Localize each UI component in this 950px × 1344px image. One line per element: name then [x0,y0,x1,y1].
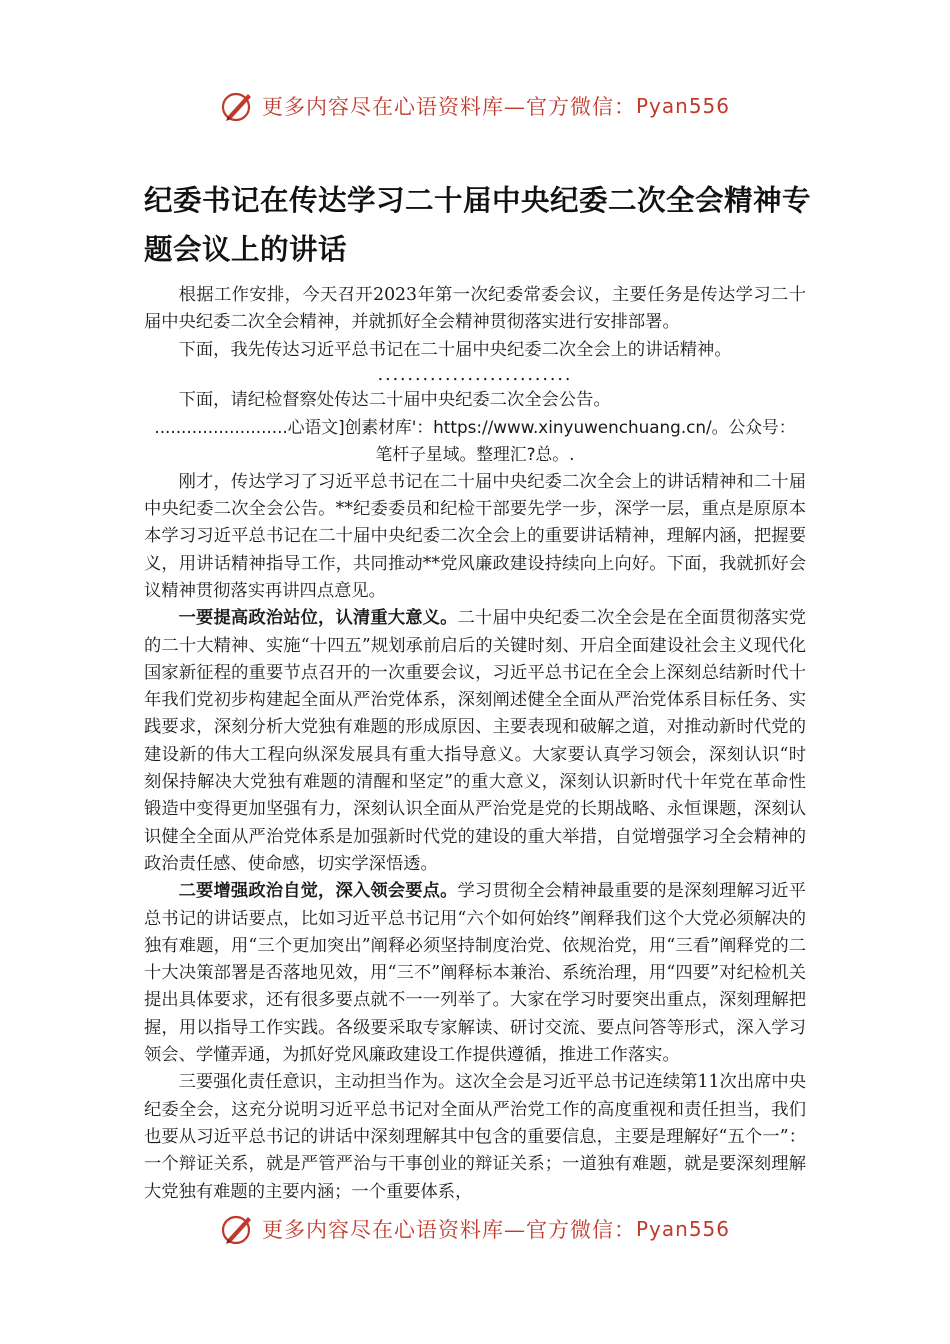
banner-wechat-id: Pyan556 [635,94,730,118]
paragraph: 刚才，传达学习了习近平总书记在二十届中央纪委二次全会上的讲话精神和二十届中央纪委二次全会公告。**纪委委员和纪检干部要先学一步，深学一层，重点是原原本本学习习近平总书记在二十届中央纪委二次全会上的重要讲话精神，理解内涵，把握要义，用讲话精神指导工作，共同推动**党风廉政建设持续向上向好。下面，我就抓好会议精神贯彻落实再讲四点意见。 [144,471,806,601]
paragraph: 下面，我先传达习近平总书记在二十届中央纪委二次全会上的讲话精神。 [178,339,732,360]
point-heading: 一要提高政治站位，认清重大意义。 [178,608,458,629]
point-text: 二十届中央纪委二次全会是在全面贯彻落实党的二十大精神、实施“十四五”规划承前启后的关键时刻、开启全面建设社会主义现代化国家新征程的重要节点召开的一次重要会议，习近平总书记在全会上深刻总结新时代十年我们党初步构建起全面从严治党体系，深刻阐述健全全面从严治党体系目标任务、实践要求，深刻分析大党独有难题的形成原因、主要表现和破解之道，对推动新时代党的建设新的伟大工程向纵深发展具有重大指导意义。大家要认真学习领会，深刻认识“时刻保持解决大党独有难题的清醒和坚定”的重大意义，深刻认识新时代十年党在革命性锻造中变得更加坚强有力，深刻认识全面从严治党是党的长期战略、永恒课题，深刻认识健全全面从严治党体系是加强新时代党的建设的重大举措，自觉增强学习全会精神的政治责任感、使命感，切实学深悟透。 [144,608,806,874]
header-banner [0,86,950,126]
banner-wechat-id: Pyan556 [635,1217,730,1241]
document-body [144,282,806,1206]
pen-logo-icon [220,1211,256,1247]
ellipsis-line: .......................... [377,364,573,385]
banner-text: 更多内容尽在心语资料库—官方微信： [261,1218,636,1242]
footer-banner [0,1209,950,1249]
paragraph: 下面，请纪检督察处传达二十届中央纪委二次全会公告。 [178,389,611,410]
paragraph [144,878,806,1069]
paragraph: 三要强化责任意识，主动担当作为。这次全会是习近平总书记连续第11次出席中央纪委全会，这充分说明习近平总书记对全面从严治党工作的高度重视和责任担当，我们也要从习近平总书记的讲话中深刻理解其中包含的重要信息，主要是理解好“五个一”：一个辩证关系，就是严管严治与干事创业的辩证关系；一道独有难题，就是要深刻理解大党独有难题的主要内涵；一个重要体系， [144,1072,806,1202]
paragraph [144,605,806,878]
document-title: 纪委书记在传达学习二十届中央纪委二次全会精神专题会议上的讲话 [144,184,812,266]
source-note: .........................心语文]创素材库'：https://www.xinyuwenchuang.cn/。公众号：笔杆子星域。整理汇?总。. [154,417,796,465]
point-text: 学习贯彻全会精神最重要的是深刻理解习近平总书记的讲话要点，比如习近平总书记用“六个如何始终”阐释我们这个大党必须解决的独有难题，用“三个更加突出”阐释必须坚持制度治党、依规治党，用“三看”阐释党的二十大决策部署是否落地见效，用“三不”阐释标本兼治、系统治理，用“四要”对纪检机关提出具体要求，还有很多要点就不一一列举了。大家在学习时要突出重点，深刻理解把握，用以指导工作实践。各级要采取专家解读、研讨交流、要点问答等形式，深入学习领会、学懂弄通，为抓好党风廉政建设工作提供遵循，推进工作落实。 [144,881,806,1066]
paragraph: 根据工作安排，今天召开2023年第一次纪委常委会议，主要任务是传达学习二十届中央纪委二次全会精神，并就抓好全会精神贯彻落实进行安排部署。 [144,285,806,333]
banner-text: 更多内容尽在心语资料库—官方微信： [261,95,636,119]
point-heading: 二要增强政治自觉，深入领会要点。 [178,881,458,902]
pen-logo-icon [220,88,256,124]
